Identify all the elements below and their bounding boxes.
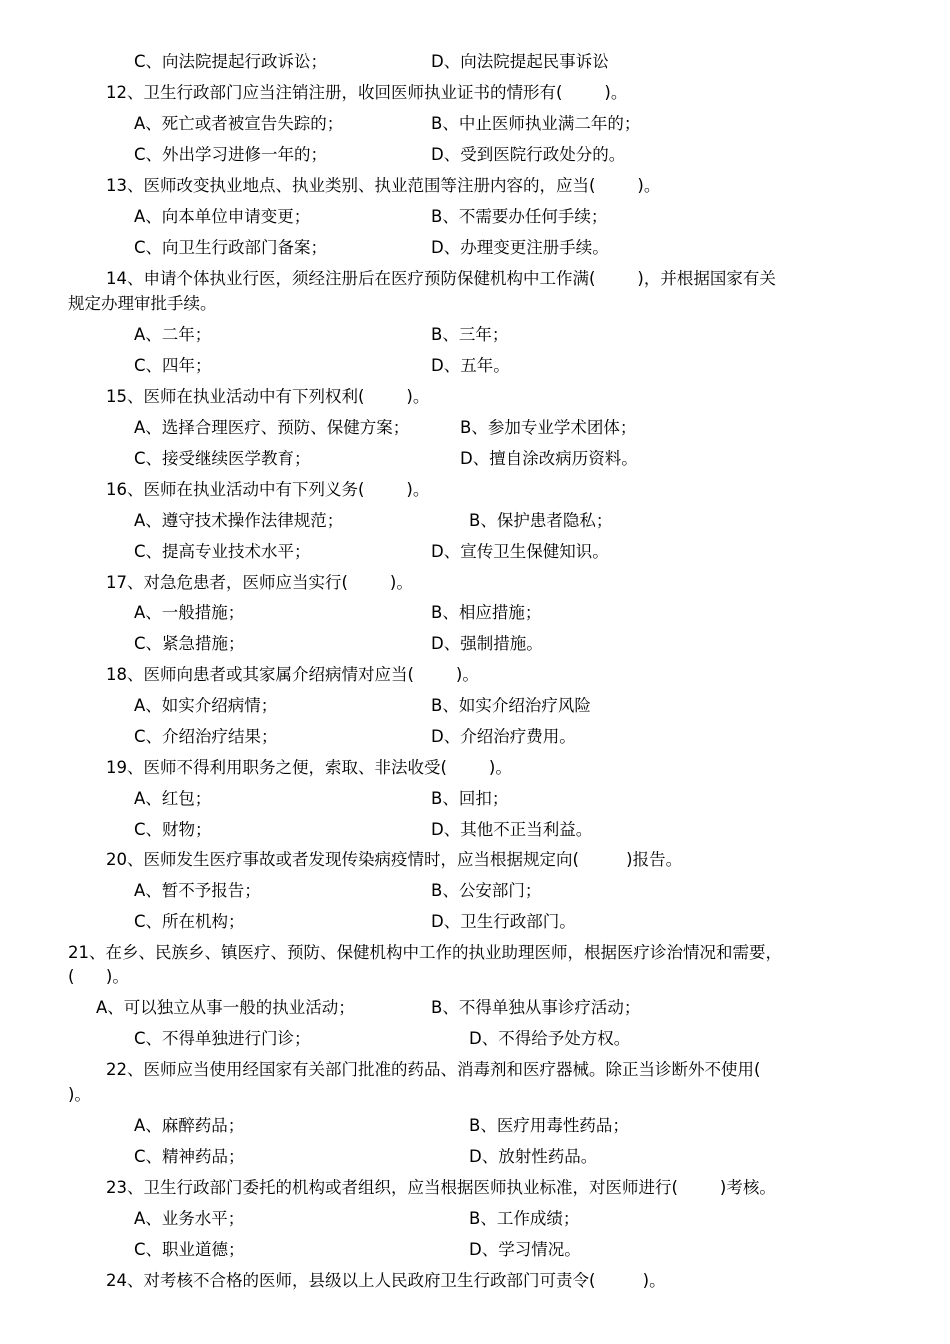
q14-stem-cont: 规定办理审批手续。 bbox=[68, 294, 217, 313]
q22-stem-cont: )。 bbox=[68, 1085, 91, 1104]
q18-option-c: C、介绍治疗结果； bbox=[134, 727, 278, 746]
q12-stem: 12、卫生行政部门应当注销注册，收回医师执业证书的情形有( )。 bbox=[106, 83, 628, 102]
q13-option-a: A、向本单位申请变更； bbox=[134, 207, 311, 226]
q22-stem: 22、医师应当使用经国家有关部门批准的药品、消毒剂和医疗器械。除正当诊断外不使用( bbox=[106, 1060, 761, 1079]
q22-option-b: B、医疗用毒性药品； bbox=[469, 1116, 629, 1135]
q14-stem: 14、申请个体执业行医，须经注册后在医疗预防保健机构中工作满( )，并根据国家有关 bbox=[106, 269, 776, 288]
q20-option-a: A、暂不予报告； bbox=[134, 881, 261, 900]
q21-stem-cont: ( )。 bbox=[68, 967, 129, 986]
q17-stem: 17、对急危患者，医师应当实行( )。 bbox=[106, 573, 413, 592]
q17-option-c: C、紧急措施； bbox=[134, 634, 245, 653]
q12-option-d: D、受到医院行政处分的。 bbox=[431, 145, 626, 164]
q16-option-a: A、遵守技术操作法律规范； bbox=[134, 511, 344, 530]
q19-option-c: C、财物； bbox=[134, 820, 212, 839]
q21-option-b: B、不得单独从事诊疗活动； bbox=[431, 998, 641, 1017]
q15-option-d: D、擅自涂改病历资料。 bbox=[460, 449, 638, 468]
q21-option-d: D、不得给予处方权。 bbox=[469, 1029, 631, 1048]
q20-option-d: D、卫生行政部门。 bbox=[431, 912, 576, 931]
q14-option-b: B、三年； bbox=[431, 325, 509, 344]
q23-option-d: D、学习情况。 bbox=[469, 1240, 581, 1259]
q16-option-c: C、提高专业技术水平； bbox=[134, 542, 311, 561]
q19-stem: 19、医师不得利用职务之便，索取、非法收受( )。 bbox=[106, 758, 512, 777]
q13-option-c: C、向卫生行政部门备案； bbox=[134, 238, 328, 257]
q14-option-a: A、二年； bbox=[134, 325, 212, 344]
q12-option-a: A、死亡或者被宣告失踪的； bbox=[134, 114, 344, 133]
q22-option-d: D、放射性药品。 bbox=[469, 1147, 598, 1166]
q21-option-a: A、可以独立从事一般的执业活动； bbox=[96, 998, 355, 1017]
q13-option-d: D、办理变更注册手续。 bbox=[431, 238, 609, 257]
q16-option-b: B、保护患者隐私； bbox=[469, 511, 613, 530]
q19-option-a: A、红包； bbox=[134, 789, 212, 808]
q17-option-a: A、一般措施； bbox=[134, 603, 245, 622]
q15-option-a: A、选择合理医疗、预防、保健方案； bbox=[134, 418, 410, 437]
q20-option-b: B、公安部门； bbox=[431, 881, 542, 900]
q20-option-c: C、所在机构； bbox=[134, 912, 245, 931]
q14-option-d: D、五年。 bbox=[431, 356, 510, 375]
q12-option-b: B、中止医师执业满二年的； bbox=[431, 114, 641, 133]
q16-stem: 16、医师在执业活动中有下列义务( )。 bbox=[106, 480, 430, 499]
q13-option-b: B、不需要办任何手续； bbox=[431, 207, 608, 226]
q19-option-b: B、回扣； bbox=[431, 789, 509, 808]
q21-stem: 21、在乡、民族乡、镇医疗、预防、保健机构中工作的执业助理医师，根据医疗诊治情况和需要， bbox=[68, 943, 782, 962]
q12-option-c: C、外出学习进修一年的； bbox=[134, 145, 328, 164]
q15-option-c: C、接受继续医学教育； bbox=[134, 449, 311, 468]
q22-option-c: C、精神药品； bbox=[134, 1147, 245, 1166]
q19-option-d: D、其他不正当利益。 bbox=[431, 820, 593, 839]
q23-option-b: B、工作成绩； bbox=[469, 1209, 580, 1228]
q15-stem: 15、医师在执业活动中有下列权利( )。 bbox=[106, 387, 430, 406]
q20-stem: 20、医师发生医疗事故或者发现传染病疫情时，应当根据规定向( )报告。 bbox=[106, 850, 683, 869]
q15-option-b: B、参加专业学术团体； bbox=[460, 418, 637, 437]
q11-option-c: C、向法院提起行政诉讼； bbox=[134, 52, 328, 71]
q18-option-b: B、如实介绍治疗风险 bbox=[431, 696, 591, 715]
q23-option-a: A、业务水平； bbox=[134, 1209, 245, 1228]
q23-option-c: C、职业道德； bbox=[134, 1240, 245, 1259]
q17-option-d: D、强制措施。 bbox=[431, 634, 543, 653]
q18-option-a: A、如实介绍病情； bbox=[134, 696, 278, 715]
q13-stem: 13、医师改变执业地点、执业类别、执业范围等注册内容的，应当( )。 bbox=[106, 176, 661, 195]
q21-option-c: C、不得单独进行门诊； bbox=[134, 1029, 311, 1048]
q11-option-d: D、向法院提起民事诉讼 bbox=[431, 52, 609, 71]
q22-option-a: A、麻醉药品； bbox=[134, 1116, 245, 1135]
q14-option-c: C、四年； bbox=[134, 356, 212, 375]
q16-option-d: D、宣传卫生保健知识。 bbox=[431, 542, 609, 561]
q17-option-b: B、相应措施； bbox=[431, 603, 542, 622]
q18-option-d: D、介绍治疗费用。 bbox=[431, 727, 576, 746]
q23-stem: 23、卫生行政部门委托的机构或者组织，应当根据医师执业标准，对医师进行( )考核。 bbox=[106, 1178, 776, 1197]
q18-stem: 18、医师向患者或其家属介绍病情对应当( )。 bbox=[106, 665, 479, 684]
q24-stem: 24、对考核不合格的医师，县级以上人民政府卫生行政部门可责令( )。 bbox=[106, 1271, 666, 1290]
